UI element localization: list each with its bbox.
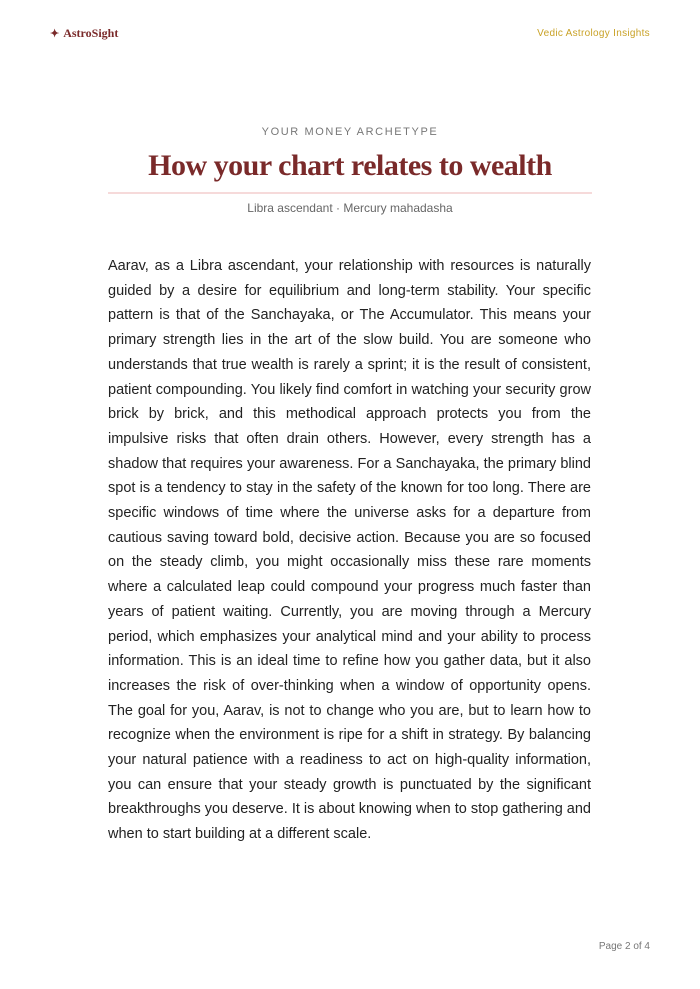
sparkle-icon: ✦ xyxy=(50,28,60,40)
page-subtitle: Libra ascendant · Mercury mahadasha xyxy=(247,201,453,215)
brand-name: AstroSight xyxy=(63,26,119,40)
body-paragraph: Aarav, as a Libra ascendant, your relationship with resources is naturally guided by a desire for equilibrium and long-term stability. Your specific pattern is that of the Sanchayaka, or The Accumulator. This means your primary strength lies in the art of the slow build. You are someone who understands that true wealth is rarely a sprint; it is the result of consistent, patient compounding. You likely find comfort in watching your security grow brick by brick, and this methodical approach protects you from the impulsive risks that often drain others. However, every strength has a shadow that requires your awareness. For a Sanchayaka, the primary blind spot is a tendency to stay in the safety of the known for too long. There are specific windows of time where the universe asks for a departure from cautious saving toward bold, decisive action. Because you are so focused on the steady climb, you might occasionally miss these rare moments where a calculated leap could compound your progress much faster than years of patient waiting. Currently, you are moving through a Mercury period, which emphasizes your analytical mind and your ability to process information. This is an ideal time to refine how you gather data, but it also increases the risk of over-thinking when a window of opportunity opens. The goal for you, Aarav, is not to change who you are, but to learn how to recognize when the environment is ripe for a shift in strategy. By balancing your natural patience with a readiness to act on high-quality information, you can ensure that your steady growth is punctuated by the significant breakthroughs you deserve. It is about knowing when to stop gathering and when to start building at a different scale. xyxy=(108,258,591,843)
section-eyebrow: YOUR MONEY ARCHETYPE xyxy=(261,126,439,138)
page-number: Page 2 of 4 xyxy=(598,941,650,952)
brand-logo xyxy=(50,26,118,41)
header-tagline: Vedic Astrology Insights xyxy=(537,28,650,39)
title-divider xyxy=(108,192,592,194)
page-header xyxy=(50,26,650,41)
page-title: How your chart relates to wealth xyxy=(148,149,552,182)
